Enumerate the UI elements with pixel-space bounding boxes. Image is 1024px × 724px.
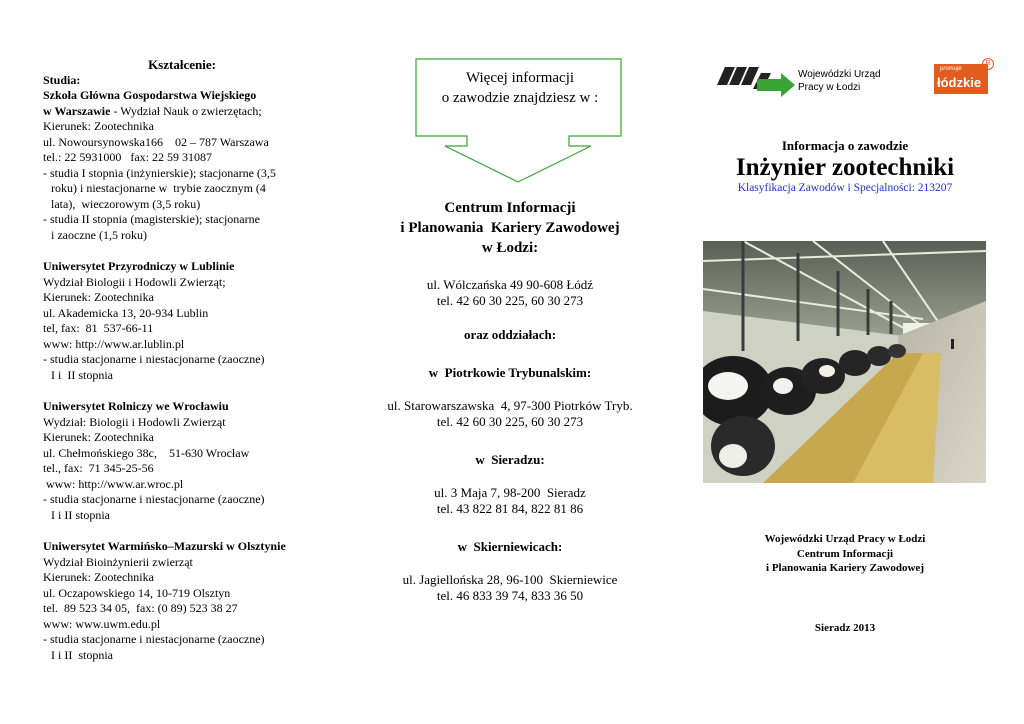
registered-mark-icon: R [982, 58, 994, 70]
olsztyn-tel: tel. 89 523 34 05, fax: (0 89) 523 38 27 [43, 601, 238, 615]
more-info-box [420, 68, 620, 108]
center-title-line1: Centrum Informacji [444, 200, 576, 216]
wroclaw-kierunek: Kierunek: Zootechnika [43, 430, 154, 444]
footer-organization [703, 532, 987, 576]
lublin-studia: - studia stacjonarne i niestacjonarne (zaoczne) [43, 352, 265, 366]
education-column [43, 0, 321, 724]
footer-line3: i Planowania Kariery Zawodowej [766, 562, 924, 574]
sggw-studia2-a: - studia II stopnia (magisterskie); stacjonarne [43, 212, 260, 226]
skierniewice-address: ul. Jagiellońska 28, 96-100 Skierniewice [402, 572, 618, 587]
classification-code: Klasyfikacja Zawodów i Specjalności: 213207 [737, 182, 953, 194]
sggw-studia2-b: i zaoczne (1,5 roku) [51, 227, 147, 242]
sieradz-address: ul. 3 Maja 7, 98-200 Sieradz [434, 485, 586, 500]
education-heading: Kształcenie: [148, 57, 216, 72]
center-title [368, 198, 652, 258]
lodz-contact [368, 277, 652, 309]
sggw-studia1-a: - studia I stopnia (inżynierskie); stacjonarne (3,5 [43, 165, 276, 180]
wup-logo-icon [717, 63, 795, 97]
branches-label: oraz oddziałach: [463, 327, 557, 342]
piotrkow-address: ul. Starowarszawska 4, 97-300 Piotrków Tryb. [387, 398, 633, 413]
sggw-studia1-c: lata), wieczorowym (3,5 roku) [51, 196, 201, 211]
olsztyn-wydzial: Wydział Bioinżynierii zwierząt [43, 554, 193, 569]
sieradz-contact [368, 485, 652, 517]
olsztyn-www: www: www.uwm.edu.pl [43, 616, 161, 631]
lublin-entry [43, 259, 321, 383]
sggw-address: ul. Nowoursynowska166 02 – 787 Warszawa [43, 134, 269, 149]
olsztyn-kierunek: Kierunek: Zootechnika [43, 570, 154, 584]
lodz-address: ul. Wólczańska 49 90-608 Łódź [426, 277, 594, 292]
wup-logo-line1: Wojewódzki Urząd [798, 69, 881, 80]
olsztyn-address: ul. Oczapowskiego 14, 10-719 Olsztyn [43, 585, 231, 600]
wroclaw-wydzial: Wydział: Biologii i Hodowli Zwierząt [43, 414, 226, 429]
sggw-city: w Warszawie [43, 103, 111, 118]
lublin-tel: tel, fax: 81 537-66-11 [43, 321, 154, 335]
barn-cows-photo [703, 241, 986, 483]
more-info-line2: o zawodzie znajdziesz w : [441, 90, 599, 106]
piotrkow-label: w Piotrkowie Trybunalskim: [428, 365, 592, 380]
olsztyn-stopnie: I i II stopnia [51, 647, 113, 662]
wroclaw-www: www: http://www.ar.wroc.pl [43, 476, 184, 491]
wup-logo-text [798, 68, 881, 94]
sggw-faculty: - Wydział Nauk o zwierzętach; [110, 103, 262, 118]
lublin-stopnie: I i II stopnia [51, 367, 113, 382]
skierniewice-contact [368, 572, 652, 604]
footer-line2: Centrum Informacji [796, 547, 894, 560]
more-info-line1: Więcej informacji [465, 70, 575, 86]
olsztyn-name: Uniwersytet Warmińsko–Mazurski w Olsztynie [43, 539, 286, 553]
lodzkie-logo [934, 64, 988, 94]
sggw-studia1-b: roku) i niestacjonarne w trybie zaocznym (4 [51, 181, 266, 195]
studia-label: Studia: [43, 72, 81, 87]
wroclaw-name: Uniwersytet Rolniczy we Wrocławiu [43, 399, 229, 413]
sieradz-label: w Sieradzu: [475, 452, 545, 467]
wup-logo-line2: Pracy w Łodzi [798, 82, 861, 93]
lublin-address: ul. Akademicka 13, 20-934 Lublin [43, 305, 209, 320]
page-title: Inżynier zootechniki [735, 154, 955, 181]
sggw-name: Szkoła Główna Gospodarstwa Wiejskiego [43, 88, 257, 102]
wroclaw-tel: tel., fax: 71 345-25-56 [43, 461, 154, 475]
lublin-wydzial: Wydział Biologii i Hodowli Zwierząt; [43, 274, 226, 289]
olsztyn-entry [43, 539, 321, 663]
wroclaw-stopnie: I i II stopnia [51, 507, 110, 522]
skierniewice-tel: tel. 46 833 39 74, 833 36 50 [436, 588, 584, 603]
sggw-kierunek: Kierunek: Zootechnika [43, 119, 154, 133]
wroclaw-studia: - studia stacjonarne i niestacjonarne (zaoczne) [43, 492, 265, 506]
center-title-line3: w Łodzi: [481, 240, 539, 256]
footer-line1: Wojewódzki Urząd Pracy w Łodzi [764, 533, 926, 545]
wroclaw-entry [43, 399, 321, 523]
wroclaw-address: ul. Chełmońskiego 38c, 51-630 Wrocław [43, 445, 250, 460]
lublin-www: www: http://www.ar.lublin.pl [43, 336, 185, 351]
lublin-kierunek: Kierunek: Zootechnika [43, 290, 154, 304]
lodzkie-logo-small: promuje [940, 66, 962, 72]
sggw-tel: tel.: 22 5931000 fax: 22 59 31087 [43, 150, 212, 164]
info-subheading: Informacja o zawodzie [781, 138, 909, 153]
lodz-tel: tel. 42 60 30 225, 60 30 273 [436, 293, 584, 308]
lodzkie-logo-big: łódzkie [937, 75, 982, 90]
piotrkow-contact [368, 398, 652, 430]
lublin-name: Uniwersytet Przyrodniczy w Lublinie [43, 259, 235, 273]
center-title-line2: i Planowania Kariery Zawodowej [400, 220, 620, 236]
sieradz-tel: tel. 43 822 81 84, 822 81 86 [436, 501, 584, 516]
skierniewice-label: w Skierniewicach: [457, 539, 563, 554]
footer-year: Sieradz 2013 [814, 622, 876, 634]
sggw-entry [43, 88, 321, 243]
olsztyn-studia: - studia stacjonarne i niestacjonarne (zaoczne) [43, 632, 265, 646]
piotrkow-tel: tel. 42 60 30 225, 60 30 273 [436, 414, 584, 429]
